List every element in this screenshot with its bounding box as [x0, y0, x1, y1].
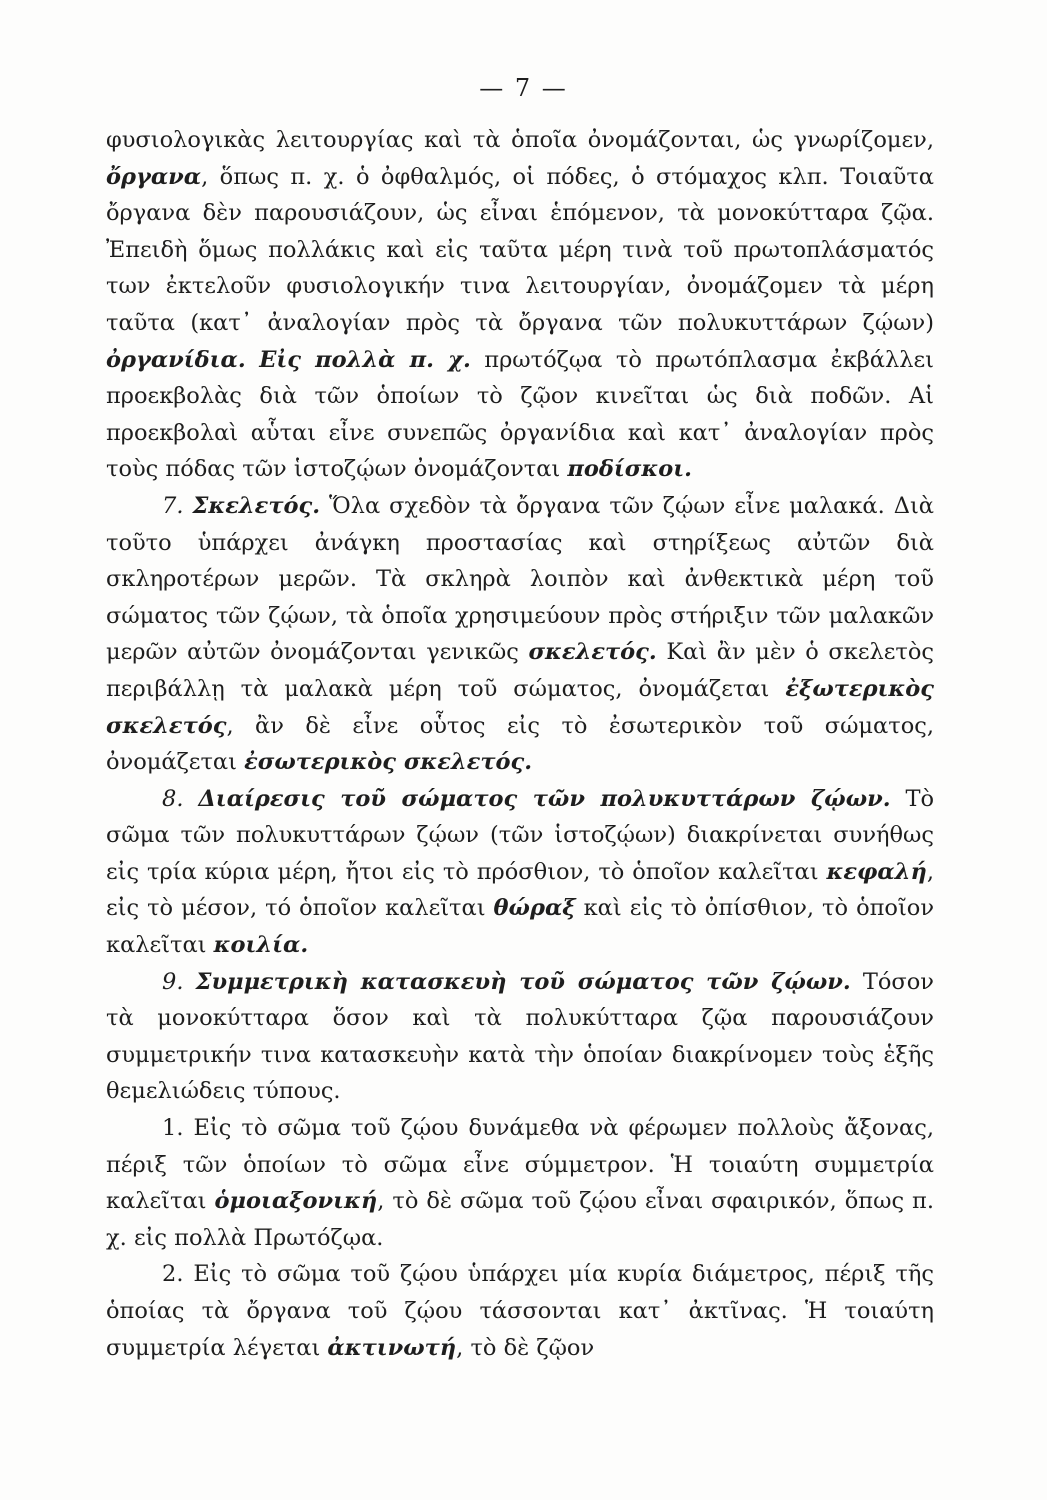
- text-run: πρωτόζῳα τὸ πρωτόπλασμα ἐκβάλλει προεκβολὰς διὰ τῶν ὁποίων τὸ ζῷον κινεῖται ὡς διὰ ποδῶν. Αἱ προεκβολαὶ αὗται εἶνε συνεπῶς ὀργανίδια καὶ κατ᾽ ἀναλογίαν πρὸς τοὺς πόδας τῶν ἱστοζῴων ὀνομάζονται: [106, 346, 935, 483]
- paragraph-body-division: [106, 781, 934, 964]
- term-thorax: θώραξ: [493, 895, 576, 922]
- term-podiskoi: ποδίσκοι.: [567, 456, 692, 483]
- section-heading-symmetry: Συμμετρικὴ κατασκευὴ τοῦ σώματος τῶν ζῴων.: [195, 968, 851, 995]
- section-number: 9.: [162, 968, 184, 995]
- text-run: 2. Εἰς τὸ σῶμα τοῦ ζῴου ὑπάρχει μία κυρία διάμετρος, πέριξ τῆς ὁποίας τὰ ὄργανα τοῦ ζῴου τάσσονται κατ᾽ ἀκτῖνας. Ἡ τοιαύτη συμμετρία λέγεται: [106, 1261, 934, 1361]
- term-eis-polla: Εἰς πολλὰ π. χ.: [259, 346, 471, 373]
- term-organa: ὄργανα: [106, 163, 202, 190]
- text-run: Τόσον τὰ μονοκύτταρα ὅσον καὶ τὰ πολυκύτταρα ζῷα παρουσιάζουν συμμετρικήν τινα κατασκευὴν κατὰ τὴν ὁποίαν διακρίνομεν τοὺς ἑξῆς θεμελιώδεις τύπους.: [106, 968, 934, 1105]
- section-number: 8.: [162, 785, 184, 812]
- term-skeletos: σκελετός.: [528, 639, 657, 666]
- term-koilia: κοιλία.: [213, 932, 309, 959]
- text-run: , ἂν δὲ εἶνε οὗτος εἰς τὸ ἐσωτερικὸν τοῦ σώματος, ὀνομάζεται: [106, 712, 934, 776]
- body-text: [106, 122, 934, 1366]
- term-exoteric-skeleton: ἐξωτερικὸς σκελετός: [106, 675, 934, 739]
- section-heading-skeleton: Σκελετός.: [192, 492, 321, 519]
- paragraph-symmetry-type-1: [106, 1110, 934, 1256]
- text-run: Καὶ ἂν μὲν ὁ σκελετὸς περιβάλλῃ τὰ μαλακὰ μέρη τοῦ σώματος, ὀνομάζεται: [106, 639, 934, 702]
- term-aktinoti: ἀκτινωτή: [327, 1334, 457, 1361]
- term-homoiaxoniki: ὁμοιαξονική: [214, 1188, 378, 1215]
- text-run: Τὸ σῶμα τῶν πολυκυττάρων ζῴων (τῶν ἱστοζῴων) διακρίνεται συνήθως εἰς τρία κύρια μέρη, ἤτοι εἰς τὸ πρόσθιον, τὸ ὁποῖον καλεῖται: [106, 785, 934, 885]
- paragraph-organs: [106, 122, 934, 488]
- text-run: καὶ εἰς τὸ ὀπίσθιον, τὸ ὁποῖον καλεῖται: [106, 895, 934, 959]
- section-number: 7.: [162, 492, 184, 519]
- text-run: Ὅλα σχεδὸν τὰ ὄργανα τῶν ζῴων εἶνε μαλακά. Διὰ τοῦτο ὑπάρχει ἀνάγκη προστασίας καὶ στηρίξεως αὐτῶν διὰ σκληροτέρων μερῶν. Τὰ σκληρὰ λοιπὸν καὶ ἀνθεκτικὰ μέρη τοῦ σώματος τῶν ζῴων, τὰ ὁποῖα χρησιμεύουν πρὸς στήριξιν τῶν μαλακῶν μερῶν αὐτῶν ὀνομάζονται γενικῶς: [106, 492, 934, 666]
- paragraph-skeleton: [106, 488, 934, 781]
- paragraph-symmetry: [106, 964, 934, 1110]
- text-run: , τὸ δὲ σῶμα τοῦ ζῴου εἶναι σφαιρικόν, ὅπως π. χ. εἰς πολλὰ Πρωτόζῳα.: [106, 1188, 934, 1251]
- term-kefali: κεφαλή: [826, 858, 927, 885]
- text-run: 1. Εἰς τὸ σῶμα τοῦ ζῴου δυνάμεθα νὰ φέρωμεν πολλοὺς ἄξονας, πέριξ τῶν ὁποίων τὸ σῶμα εἶνε σύμμετρον. Ἡ τοιαύτη συμμετρία καλεῖται: [106, 1115, 934, 1215]
- section-heading-body-division: Διαίρεσις τοῦ σώματος τῶν πολυκυττάρων ζῴων.: [198, 785, 891, 812]
- text-run: , ὅπως π. χ. ὁ ὀφθαλμός, οἱ πόδες, ὁ στόμαχος κλπ. Τοιαῦτα ὄργανα δὲν παρουσιάζουν, ὡς εἶναι ἑπόμενον, τὰ μονοκύτταρα ζῷα. Ἐπειδὴ ὅμως πολλάκις καὶ εἰς ταῦτα μέρη τινὰ τοῦ πρωτοπλάσματός των ἐκτελοῦν φυσιολογικήν τινα λειτουργίαν, ὀνομάζομεν τὰ μέρη ταῦτα (κατ᾽ ἀναλογίαν πρὸς τὰ ὄργανα τῶν πολυκυττάρων ζῴων): [106, 163, 934, 336]
- paragraph-symmetry-type-2: [106, 1256, 934, 1366]
- text-run: , τὸ δὲ ζῷον: [456, 1334, 595, 1361]
- term-organidia: ὀργανίδια.: [106, 346, 246, 373]
- text-run: φυσιολογικὰς λειτουργίας καὶ τὰ ὁποῖα ὀνομάζονται, ὡς γνωρίζομεν,: [106, 127, 934, 153]
- term-esoteric-skeleton: ἐσωτερικὸς σκελετός.: [244, 749, 533, 776]
- page-number: — 7 —: [479, 74, 568, 102]
- text-run: , εἰς τὸ μέσον, τό ὁποῖον καλεῖται: [106, 858, 934, 922]
